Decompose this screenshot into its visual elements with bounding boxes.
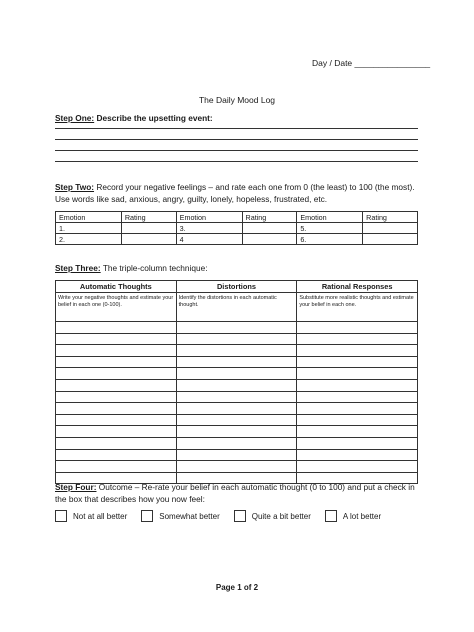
emotion-cell[interactable]: 1. bbox=[56, 223, 122, 234]
writing-line[interactable] bbox=[55, 150, 418, 151]
writing-line[interactable] bbox=[55, 139, 418, 140]
instruction-cell: Identify the distortions in each automatic thought. bbox=[176, 293, 297, 322]
entry-cell[interactable] bbox=[297, 426, 418, 438]
emotion-cell[interactable]: 2. bbox=[56, 234, 122, 245]
column-header: Automatic Thoughts bbox=[56, 281, 177, 293]
page-title: The Daily Mood Log bbox=[198, 95, 276, 105]
page-number: Page 1 of 2 bbox=[215, 583, 259, 592]
day-date-field[interactable]: Day / Date ________________ bbox=[312, 58, 431, 68]
entry-cell[interactable] bbox=[176, 449, 297, 461]
entry-cell[interactable] bbox=[297, 345, 418, 357]
column-header: Emotion bbox=[297, 212, 363, 223]
step-four-label: Step Four: bbox=[55, 482, 97, 492]
option-quite-a-bit-better[interactable] bbox=[234, 510, 311, 522]
step-two-text: Record your negative feelings – and rate each one from 0 (the least) to 100 (the most). Use words like sad, anxious, angry, guilty, lonely, hopeless, frustrated, etc. bbox=[55, 182, 415, 205]
entry-cell[interactable] bbox=[176, 461, 297, 473]
entry-cell[interactable] bbox=[56, 391, 177, 403]
entry-cell[interactable] bbox=[56, 345, 177, 357]
step-one-label: Step One: bbox=[55, 113, 95, 123]
entry-cell[interactable] bbox=[176, 403, 297, 415]
entry-cell[interactable] bbox=[56, 333, 177, 345]
instruction-cell: Substitute more realistic thoughts and estimate your belief in each one. bbox=[297, 293, 418, 322]
column-header: Rational Responses bbox=[297, 281, 418, 293]
step-two-label: Step Two: bbox=[55, 182, 95, 192]
table-header-row bbox=[56, 212, 418, 223]
checkbox[interactable] bbox=[234, 510, 246, 522]
step-two bbox=[55, 181, 421, 205]
table-row bbox=[56, 345, 418, 357]
option-somewhat-better[interactable] bbox=[141, 510, 219, 522]
checkbox[interactable] bbox=[55, 510, 67, 522]
entry-cell[interactable] bbox=[297, 437, 418, 449]
step-one-text: Describe the upsetting event: bbox=[96, 113, 213, 123]
entry-cell[interactable] bbox=[176, 426, 297, 438]
blank-rows bbox=[56, 322, 418, 484]
column-header: Rating bbox=[363, 212, 418, 223]
entry-cell[interactable] bbox=[176, 391, 297, 403]
table-row bbox=[56, 368, 418, 380]
entry-cell[interactable] bbox=[56, 437, 177, 449]
option-label: Somewhat better bbox=[159, 511, 220, 521]
entry-cell[interactable] bbox=[56, 403, 177, 415]
table-row bbox=[56, 426, 418, 438]
rating-cell[interactable] bbox=[363, 234, 418, 245]
writing-line[interactable] bbox=[55, 128, 418, 129]
column-header: Rating bbox=[242, 212, 297, 223]
column-header: Emotion bbox=[56, 212, 122, 223]
table-row bbox=[56, 223, 418, 234]
emotion-cell[interactable]: 6. bbox=[297, 234, 363, 245]
entry-cell[interactable] bbox=[297, 333, 418, 345]
entry-cell[interactable] bbox=[176, 322, 297, 334]
entry-cell[interactable] bbox=[56, 356, 177, 368]
table-row bbox=[56, 437, 418, 449]
step-three bbox=[55, 263, 208, 273]
outcome-options bbox=[55, 510, 395, 522]
feelings-table bbox=[55, 211, 418, 245]
rating-cell[interactable] bbox=[121, 223, 176, 234]
instruction-cell: Write your negative thoughts and estimate your belief in each one (0-100). bbox=[56, 293, 177, 322]
table-row bbox=[56, 449, 418, 461]
table-row bbox=[56, 414, 418, 426]
rating-cell[interactable] bbox=[363, 223, 418, 234]
entry-cell[interactable] bbox=[56, 322, 177, 334]
writing-line[interactable] bbox=[55, 161, 418, 162]
entry-cell[interactable] bbox=[297, 461, 418, 473]
step-four-text: Outcome – Re-rate your belief in each automatic thought (0 to 100) and put a check in the box that describes how you now feel: bbox=[55, 482, 415, 505]
entry-cell[interactable] bbox=[176, 356, 297, 368]
table-row bbox=[56, 379, 418, 391]
rating-cell[interactable] bbox=[242, 223, 297, 234]
entry-cell[interactable] bbox=[297, 449, 418, 461]
table-row bbox=[56, 403, 418, 415]
emotion-cell[interactable]: 5. bbox=[297, 223, 363, 234]
entry-cell[interactable] bbox=[176, 333, 297, 345]
option-a-lot-better[interactable] bbox=[325, 510, 381, 522]
table-row bbox=[56, 322, 418, 334]
emotion-cell[interactable]: 4 bbox=[176, 234, 242, 245]
instructions-row bbox=[56, 293, 418, 322]
entry-cell[interactable] bbox=[56, 461, 177, 473]
rating-cell[interactable] bbox=[121, 234, 176, 245]
entry-cell[interactable] bbox=[297, 356, 418, 368]
table-row bbox=[56, 391, 418, 403]
emotion-cell[interactable]: 3. bbox=[176, 223, 242, 234]
checkbox[interactable] bbox=[141, 510, 153, 522]
table-header-row bbox=[56, 281, 418, 293]
entry-cell[interactable] bbox=[297, 379, 418, 391]
option-label: A lot better bbox=[342, 511, 382, 521]
entry-cell[interactable] bbox=[56, 414, 177, 426]
option-not-at-all-better[interactable] bbox=[55, 510, 127, 522]
step-four bbox=[55, 481, 421, 505]
entry-cell[interactable] bbox=[56, 368, 177, 380]
step-one bbox=[55, 113, 418, 123]
table-row bbox=[56, 234, 418, 245]
table-row bbox=[56, 356, 418, 368]
entry-cell[interactable] bbox=[176, 368, 297, 380]
step-three-text: The triple-column technique: bbox=[102, 263, 208, 273]
entry-cell[interactable] bbox=[297, 414, 418, 426]
entry-cell[interactable] bbox=[176, 379, 297, 391]
column-header: Emotion bbox=[176, 212, 242, 223]
triple-column-table bbox=[55, 280, 418, 484]
rating-cell[interactable] bbox=[242, 234, 297, 245]
entry-cell[interactable] bbox=[176, 345, 297, 357]
table-row bbox=[56, 461, 418, 473]
entry-cell[interactable] bbox=[56, 379, 177, 391]
entry-cell[interactable] bbox=[56, 449, 177, 461]
checkbox[interactable] bbox=[325, 510, 337, 522]
step-three-label: Step Three: bbox=[55, 263, 101, 273]
column-header: Rating bbox=[121, 212, 176, 223]
option-label: Not at all better bbox=[73, 511, 128, 521]
entry-cell[interactable] bbox=[297, 403, 418, 415]
table-row bbox=[56, 333, 418, 345]
entry-cell[interactable] bbox=[297, 322, 418, 334]
entry-cell[interactable] bbox=[56, 426, 177, 438]
entry-cell[interactable] bbox=[176, 414, 297, 426]
column-header: Distortions bbox=[176, 281, 297, 293]
option-label: Quite a bit better bbox=[251, 511, 311, 521]
entry-cell[interactable] bbox=[176, 437, 297, 449]
entry-cell[interactable] bbox=[297, 391, 418, 403]
entry-cell[interactable] bbox=[297, 368, 418, 380]
